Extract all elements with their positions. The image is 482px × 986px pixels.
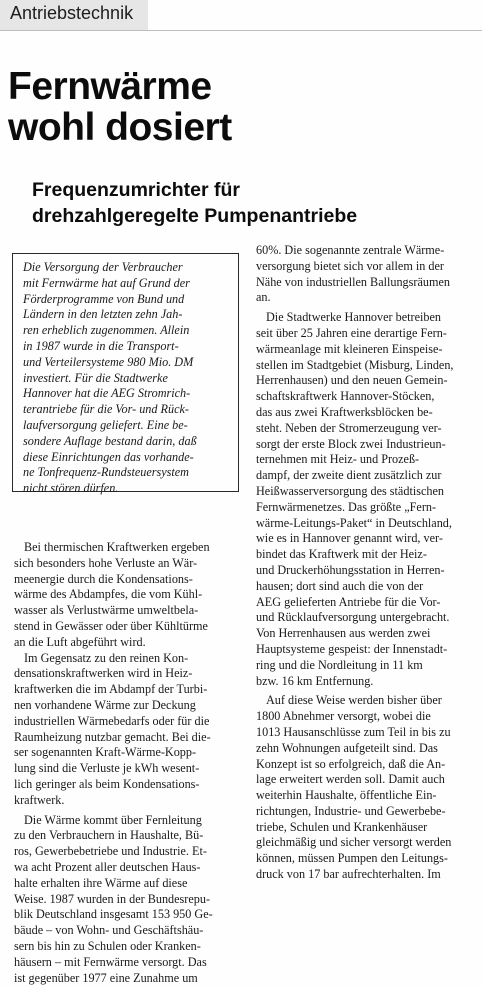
text-line: ist gegenüber 1977 eine Zunahme um: [14, 970, 198, 985]
lead-line: nicht stören dürfen.: [23, 481, 119, 496]
text-line: ros, Gewerbebetriebe und Industrie. Et-: [14, 844, 207, 859]
paragraph: [256, 243, 453, 306]
text-line: wärme des Abdampfes, die vom Kühl-: [14, 587, 203, 602]
text-line: bäude – von Wohn- und Geschäftshäu-: [14, 923, 204, 938]
text-line: Im Gegensatz zu den reinen Kon-: [24, 650, 189, 665]
paragraph: [256, 310, 453, 689]
lead-line: ne Tonfrequenz-Rundsteuersystem: [23, 465, 189, 480]
text-line: können, müssen Pumpen den Leitungs-: [256, 851, 448, 866]
text-line: Die Wärme kommt über Fernleitung: [24, 812, 202, 827]
lead-line: ren erheblich zugenommen. Allein: [23, 323, 190, 338]
title-line: wohl dosiert: [8, 106, 232, 149]
text-line: Bei thermischen Kraftwerken ergeben: [24, 540, 210, 554]
text-line: 1013 Hausanschlüsse zum Teil in bis zu: [256, 724, 451, 739]
text-line: densationskraftwerken wird in Heiz-: [14, 666, 193, 681]
body-column-left: [14, 540, 213, 986]
text-line: wa acht Prozent aller deutschen Haus-: [14, 859, 201, 874]
text-line: häusern – mit Fernwärme versorgt. Das: [14, 954, 207, 969]
paragraph: [14, 651, 213, 809]
lead-line: terantriebe für die Vor- und Rück-: [23, 402, 189, 417]
text-line: Weise. 1987 wurden in der Bundesrepu-: [14, 891, 210, 906]
paragraph: [14, 813, 213, 986]
text-line: industriellen Wärmebedarfs oder für die: [14, 713, 210, 728]
text-line: das aus zwei Kraftwerksblöcken be-: [256, 404, 433, 419]
text-line: sern bis hin zu Schulen oder Kranken-: [14, 938, 201, 953]
lead-line: Förderprogramme von Bund und: [23, 291, 185, 306]
lead-line: mit Fernwärme hat auf Grund der: [23, 275, 190, 290]
text-line: 60%. Die sogenannte zentrale Wärme-: [256, 243, 445, 257]
text-line: hausen; dort sind auch die von der: [256, 578, 424, 593]
section-divider: [0, 30, 482, 31]
text-line: wärme-Leitungs-Paket“ in Deutschland,: [256, 515, 452, 530]
text-line: 1800 Abnehmer versorgt, wobei die: [256, 709, 431, 724]
text-line: Konzept ist so erfolgreich, daß die An-: [256, 756, 446, 771]
text-line: Von Herrenhausen aus werden zwei: [256, 626, 431, 641]
text-line: zehn Wohnungen aufgeteilt sind. Das: [256, 740, 438, 755]
lead-line: in 1987 wurde in die Transport-: [23, 338, 179, 353]
text-line: Herrenhausen) und den neuen Gemein-: [256, 373, 448, 388]
text-line: schaftskraftwerk Hannover-Stöcken,: [256, 389, 435, 404]
lead-paragraph: [23, 260, 197, 497]
text-line: Raumheizung nutzbar gemacht. Bei die-: [14, 729, 211, 744]
article-title: [8, 66, 232, 148]
text-line: Fernwärmenetzes. Das größte „Fern-: [256, 499, 437, 514]
text-line: und Rücklaufversorgung untergebracht.: [256, 610, 450, 625]
text-line: meenergie durch die Kondensations-: [14, 571, 193, 586]
subtitle-line: drehzahlgeregelte Pumpenantriebe: [32, 205, 358, 227]
title-line: Fernwärme: [8, 65, 212, 108]
text-line: AEG gelieferten Antriebe für die Vor-: [256, 594, 441, 609]
lead-line: Hannover hat die AEG Stromrich-: [23, 386, 191, 401]
text-line: ternehmen mit Heiz- und Prozeß-: [256, 452, 420, 467]
text-line: sich besonders hohe Verluste an Wär-: [14, 555, 198, 570]
text-line: seit über 25 Jahren eine derartige Fern-: [256, 325, 447, 340]
text-line: weiterhin Haushalte, öffentliche Ein-: [256, 788, 437, 803]
lead-line: und Verteilersysteme 980 Mio. DM: [23, 354, 194, 369]
text-line: dampf, der zweite dient zusätzlich zur: [256, 468, 442, 483]
article-subtitle: [32, 177, 357, 229]
text-line: blik Deutschland insgesamt 153 950 Ge-: [14, 907, 213, 922]
text-line: sorgt der erste Block zwei Industrieun-: [256, 436, 446, 451]
text-line: druck von 17 bar aufrechterhalten. Im: [256, 867, 441, 882]
text-line: gleichmäßig und sicher versorgt werden: [256, 835, 452, 850]
section-label: Antriebstechnik: [10, 3, 134, 23]
text-line: wärmeanlage mit kleineren Einspeise-: [256, 341, 443, 356]
lead-line: Die Versorgung der Verbraucher: [23, 260, 183, 274]
text-line: steht. Neben der Stromerzeugung ver-: [256, 420, 442, 435]
paragraph: [256, 693, 453, 883]
lead-line: laufversorgung geliefert. Eine be-: [23, 417, 188, 432]
text-line: wie es in Hannover genannt wird, ver-: [256, 531, 443, 546]
text-line: stellen im Stadtgebiet (Misburg, Linden,: [256, 357, 454, 372]
text-line: Nähe von industriellen Ballungsräumen: [256, 274, 450, 289]
paragraph: [14, 540, 213, 651]
text-line: halte erhalten ihre Wärme auf diese: [14, 875, 188, 890]
text-line: kraftwerk.: [14, 792, 65, 807]
text-line: stend in Gewässer oder über Kühltürme: [14, 618, 208, 633]
text-line: und Druckerhöhungsstation in Herren-: [256, 562, 445, 577]
text-line: bzw. 16 km Entfernung.: [256, 673, 374, 688]
text-line: an.: [256, 290, 271, 305]
text-line: kraftwerken die im Abdampf der Turbi-: [14, 682, 208, 697]
text-line: lage erweitert werden soll. Damit auch: [256, 772, 445, 787]
text-line: an die Luft abgeführt wird.: [14, 634, 146, 649]
text-line: Heißwasserversorgung des städtischen: [256, 483, 444, 498]
lead-line: diese Einrichtungen das vorhande-: [23, 449, 194, 464]
lead-line: Ländern in den letzten zehn Jah-: [23, 307, 183, 322]
text-line: Hauptsysteme gespeist: der Innenstadt-: [256, 641, 448, 656]
lead-line: sondere Auflage bestand darin, daß: [23, 433, 197, 448]
text-line: wasser als Verlustwärme umweltbela-: [14, 603, 199, 618]
text-line: ring und die Nordleitung in 11 km: [256, 657, 423, 672]
text-line: Die Stadtwerke Hannover betreiben: [266, 310, 441, 325]
text-line: versorgung bietet sich vor allem in der: [256, 258, 444, 273]
text-line: lich geringer als beim Kondensations-: [14, 776, 200, 791]
text-line: Auf diese Weise werden bisher über: [266, 693, 442, 708]
text-line: nen vorhandene Wärme zur Deckung: [14, 697, 196, 712]
lead-line: investiert. Für die Stadtwerke: [23, 370, 168, 385]
text-line: ser sogenannten Kraft-Wärme-Kopp-: [14, 745, 197, 760]
subtitle-line: Frequenzumrichter für: [32, 179, 241, 201]
text-line: lung sind die Verluste je kWh wesent-: [14, 761, 200, 776]
text-line: bindet das Kraftwerk mit der Heiz-: [256, 547, 427, 562]
body-column-right: [256, 243, 453, 883]
text-line: richtungen, Industrie- und Gewerbebe-: [256, 803, 446, 818]
text-line: triebe, Schulen und Krankenhäuser: [256, 819, 428, 834]
text-line: zu den Verbrauchern in Haushalte, Bü-: [14, 828, 204, 843]
